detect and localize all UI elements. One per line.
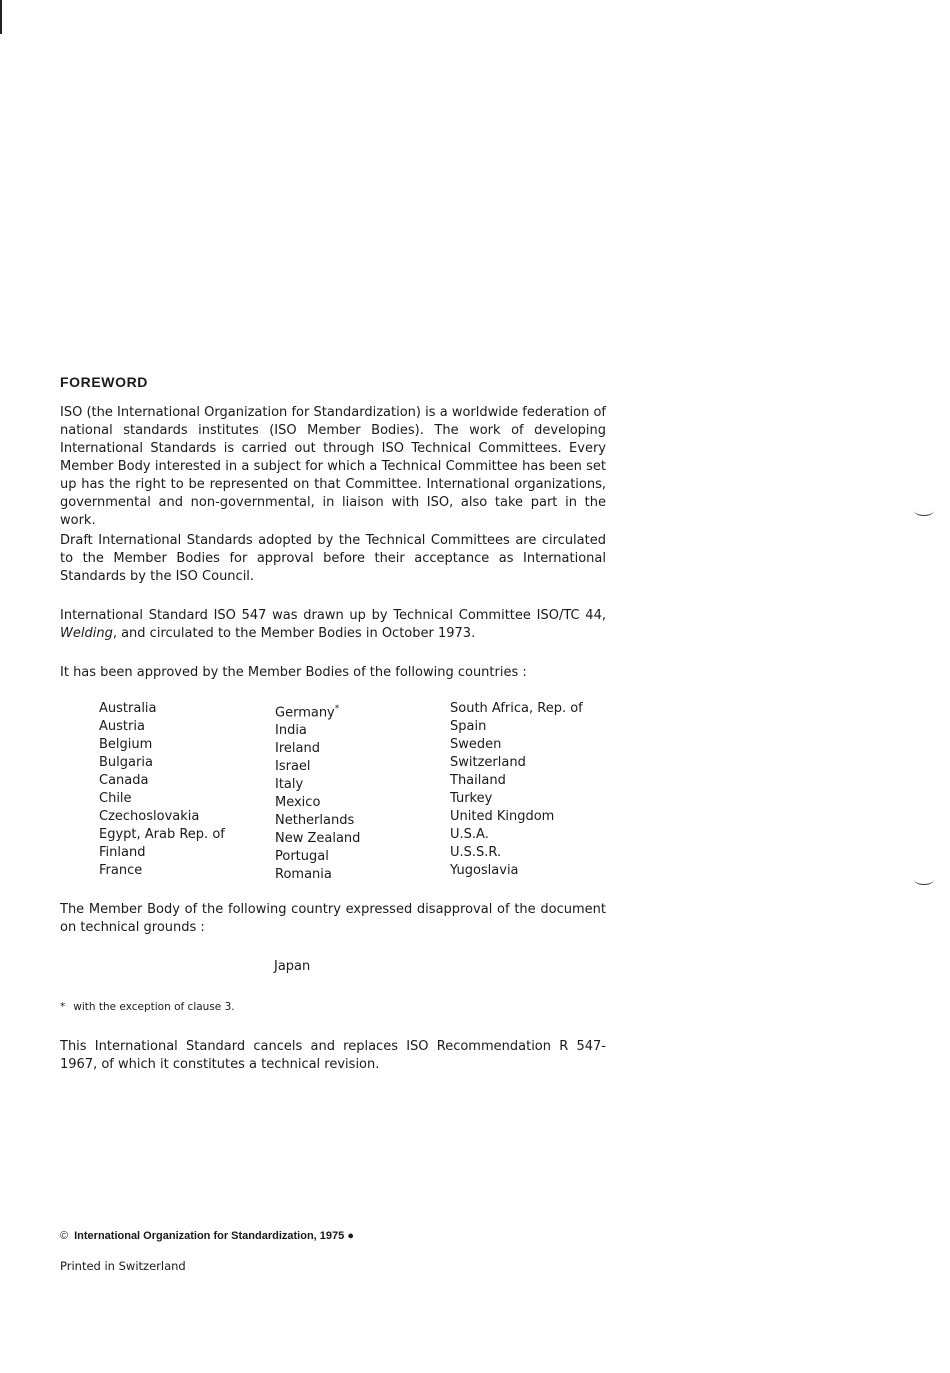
country-item: Yugoslavia	[450, 863, 519, 878]
country-item: Bulgaria	[99, 755, 153, 770]
bullet-icon: ●	[347, 1230, 354, 1242]
footnote	[60, 1001, 235, 1013]
paragraph-3-text: International Standard ISO 547 was drawn up by Technical Committee ISO/TC 44,	[60, 608, 606, 623]
page-edge-mark	[0, 0, 2, 34]
country-column-3	[450, 700, 583, 880]
footnote-marker: *	[60, 1001, 66, 1013]
disapproval-text: The Member Body of the following country expressed disapproval of the document on technical grounds :	[60, 902, 606, 935]
country-item: Canada	[99, 773, 149, 788]
country-item: Italy	[275, 777, 304, 793]
foreword-paragraph-1: ISO (the International Organization for Standardization) is a worldwide federation of national standards institutes (ISO Member Bodies). The work of developing International Standards is carried out through ISO Technical Committees. Every Member Body interested in a subject for which a Technical Committee has been set up has the right to be represented on that Committee. International organizations, governmental and non-governmental, in liaison with ISO, also take part in the work.	[60, 405, 606, 528]
country-item: U.S.A.	[450, 827, 489, 842]
country-item: Belgium	[99, 737, 153, 752]
cancellation-paragraph: This International Standard cancels and replaces ISO Recommendation R 547-1967, of which it constitutes a technical revision.	[60, 1039, 606, 1072]
country-item: U.S.S.R.	[450, 845, 502, 860]
country-item: India	[275, 723, 307, 739]
page-title: FOREWORD	[60, 374, 149, 390]
country-item: Netherlands	[275, 813, 355, 829]
footnote-marker: *	[334, 704, 340, 714]
copyright-notice	[60, 1230, 354, 1242]
country-item: New Zealand	[275, 831, 361, 847]
country-item: South Africa, Rep. of	[450, 701, 583, 716]
foreword-paragraph-3	[60, 607, 606, 643]
copyright-symbol: ©	[60, 1230, 69, 1242]
country-item: Turkey	[450, 791, 493, 806]
country-item	[275, 700, 360, 722]
scan-artifact	[914, 874, 934, 885]
disapproval-country: Japan	[274, 959, 311, 974]
country-item: Mexico	[275, 795, 321, 811]
approval-intro: It has been approved by the Member Bodies of the following countries :	[60, 665, 527, 680]
country-item: Switzerland	[450, 755, 526, 770]
country-item: Romania	[275, 867, 332, 883]
country-column-2	[275, 700, 360, 884]
country-item: Finland	[99, 845, 146, 860]
country-item: Ireland	[275, 741, 320, 757]
country-item: United Kingdom	[450, 809, 555, 824]
country-item: Austria	[99, 719, 145, 734]
printed-location: Printed in Switzerland	[60, 1259, 186, 1273]
country-item: Portugal	[275, 849, 329, 865]
country-item: France	[99, 863, 143, 878]
country-item: Israel	[275, 759, 311, 775]
country-item: Czechoslovakia	[99, 809, 200, 824]
country-item: Chile	[99, 791, 132, 806]
footnote-text: with the exception of clause 3.	[73, 1001, 235, 1013]
country-item: Spain	[450, 719, 487, 734]
country-name: Germany	[275, 705, 335, 721]
country-item: Egypt, Arab Rep. of	[99, 827, 225, 842]
country-item: Thailand	[450, 773, 506, 788]
country-item: Australia	[99, 701, 157, 716]
paragraph-3-text: , and circulated to the Member Bodies in October 1973.	[112, 626, 476, 641]
committee-name: Welding	[60, 626, 113, 641]
foreword-paragraph-2: Draft International Standards adopted by the Technical Committees are circulated to the Member Bodies for approval before their acceptance as International Standards by the ISO Council.	[60, 533, 606, 584]
copyright-text: International Organization for Standardization, 1975	[74, 1230, 345, 1242]
scan-artifact	[914, 505, 934, 516]
country-column-1	[99, 700, 225, 880]
country-item: Sweden	[450, 737, 502, 752]
